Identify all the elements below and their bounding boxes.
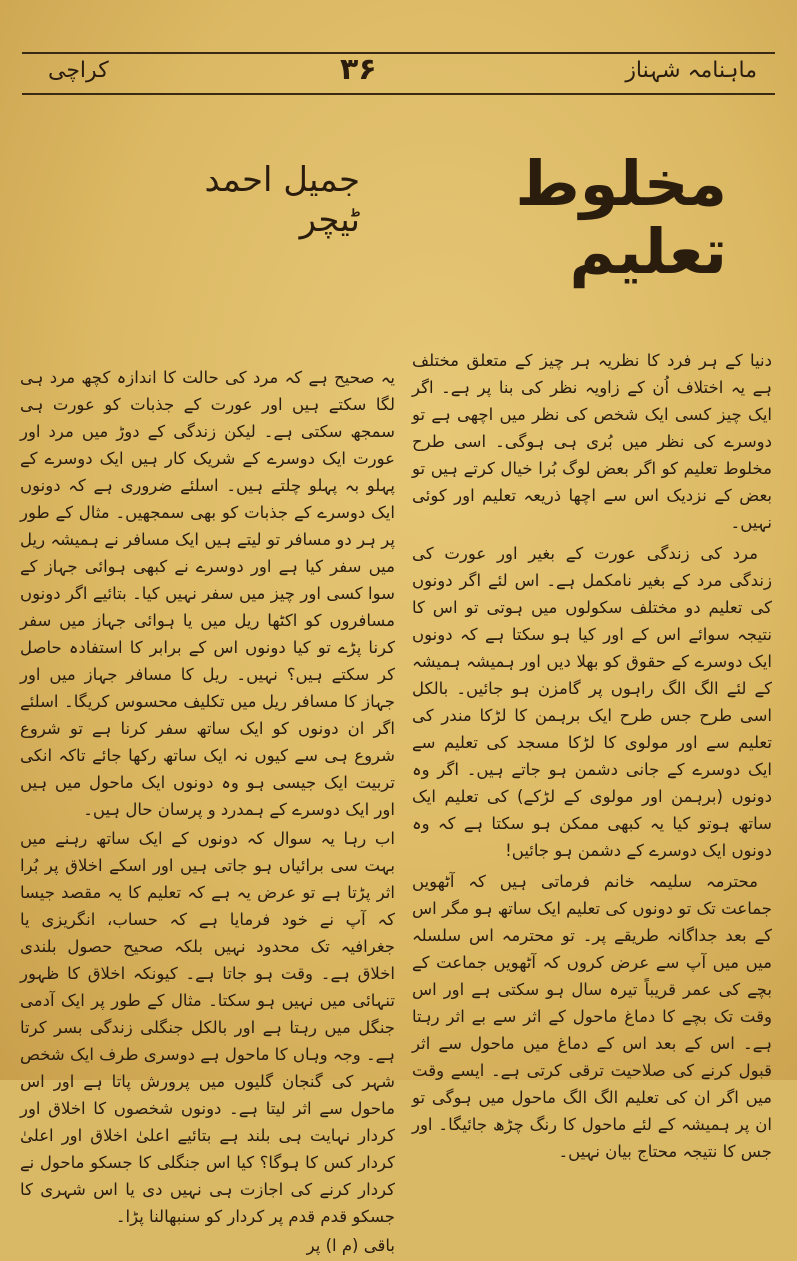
paragraph: دنیا کے ہر فرد کا نظریہ ہر چیز کے متعلق مختلف ہے یہ اختلاف اُن کے زاویہ نظر کی بنا پر ہے۔ اگر ایک چیز کسی ایک شخص کی نظر میں اچھی ہے تو دوسرے کی نظر میں بُری ہی ہوگی۔ اسی طرح مخلوط تعلیم کو اگر بعض لوگ بُرا خیال کرتے ہیں تو بعض کے نزدیک اس سے اچھا ذریعہ تعلیم اور کوئی نہیں۔ [412,351,772,532]
left-column [20,364,395,1261]
continued-note: باقی (م ا) پر [306,1236,395,1255]
paragraph: اب رہا یہ سوال کہ دونوں کے ایک ساتھ رہنے میں بہت سی برائیاں ہو جاتی ہیں اور اسکے اخلاق پر بُرا اثر پڑتا ہے تو عرض یہ ہے کہ تعلیم کا یہ مقصد جیسا کہ آپ نے خود فرمایا ہے کہ حساب، انگریزی یا جغرافیہ تک محدود نہیں بلکہ صحیح حصول بلندی اخلاق ہے۔ وقت ہو جاتا ہے۔ کیونکہ اخلاق کا ظہور تنہائی میں نہیں ہو سکتا۔ مثال کے طور پر ایک آدمی جنگل میں رہتا ہے اور بالکل جنگلی زندگی بسر کرتا ہے۔ وجہ وہاں کا ماحول ہے دوسری طرف ایک شخص شہر کی گنجان گلیوں میں پرورش پاتا ہے اور اس ماحول سے اثر لیتا ہے۔ دونوں شخصوں کا اخلاق اور کردار نہایت ہی بلند ہے بتائیے اعلیٰ اخلاق اور اعلیٰ کردار کس کا ہوگا؟ کیا اس جنگلی کا جسکو ماحول نے کردار کرنے کی اجازت ہی نہیں دی یا اس شہری کا جسکو قدم قدم پر کردار کو سنبھالنا پڑا۔ [20,829,395,1226]
city-name: کراچی [48,58,109,83]
article-title: مخلوط تعلیم [515,147,727,289]
header-rule-bottom [22,93,775,95]
header-rule-top [22,52,775,54]
paragraph: محترمہ سلیمہ خانم فرماتی ہیں کہ آٹھویں جماعت تک تو دونوں کی تعلیم ایک ساتھ ہو مگر اس کے بعد جداگانہ طریقے پر۔ تو محترمہ اس سلسلہ میں میں آپ سے عرض کروں کہ آٹھویں جماعت کے بچے کی عمر قریباً تیرہ سال ہو سکتی ہے اور اس وقت تک بچے کا دماغ ماحول کے اثر سے بے اثر رہتا ہے۔ اس کے بعد اس کے دماغ میں ماحول سے اثر قبول کرنے کی صلاحیت ترقی کرتی ہے۔ ایسے وقت میں اگر ان کی تعلیم الگ الگ ماحول میں ہوگی تو ان پر ہمیشہ کے لئے ماحول کا رنگ چڑھ جائیگا۔ اور جس کا نتیجہ محتاج بیان نہیں۔ [412,872,772,1161]
right-column [412,347,772,1167]
paragraph: یہ صحیح ہے کہ مرد کی حالت کا اندازہ کچھ مرد ہی لگا سکتے ہیں اور عورت کے جذبات کو عورت ہی سمجھ سکتی ہے۔ لیکن زندگی کے دوڑ میں مرد اور عورت ایک دوسرے کے شریک کار ہیں ایک دوسرے کے پہلو بہ پہلو چلتے ہیں۔ اسلئے ضروری ہے کہ دونوں ایک دوسرے کے جذبات کو بھی سمجھیں۔ مثال کے طور پر ہر دو مسافر تو لیتے ہیں ایک مسافر نے ہمیشہ ریل میں سفر کیا ہے اور دوسرے نے کبھی ہوائی جہاز کے سوا کسی اور چیز میں سفر نہیں کیا۔ بتائیے اگر دونوں مسافروں کو اکٹھا ریل میں یا ہوائی جہاز میں سفر کرنا پڑے تو کیا دونوں اس کے برابر کا استفادہ حاصل کر سکتے ہیں؟ نہیں۔ ریل کا مسافر جہاز میں اور جہاز کا مسافر ریل میں تکلیف محسوس کریگا۔ اسلئے اگر ان دونوں کو ایک ساتھ سفر کرنا ہے تو شروع شروع ہی سے کیوں نہ ایک ساتھ رکھا جائے تاکہ انکی تربیت ایک جیسی ہو وہ دونوں ایک ماحول میں ہیں اور ایک دوسرے کے ہمدرد و پرسان حال ہیں۔ [20,368,395,819]
magazine-name: ماہنامہ شہناز [625,58,757,83]
page-number: ۳۶ [340,52,377,87]
article-author: جمیل احمد ٹیچر [204,160,360,240]
paragraph: مرد کی زندگی عورت کے بغیر اور عورت کی زندگی مرد کے بغیر نامکمل ہے۔ اس لئے اگر دونوں کی تعلیم دو مختلف سکولوں میں ہوتی تو اس کا نتیجہ سوائے اس کے اور کیا ہو سکتا ہے کہ دونوں ایک دوسرے کے حقوق کو بھلا دیں اور ہمیشہ ہمیشہ کے لئے الگ الگ راہوں پر گامزن ہو جائیں۔ بالکل اسی طرح جس طرح ایک برہمن کا لڑکا مندر کی تعلیم سے اور مولوی کا لڑکا مسجد کی تعلیم سے ایک دوسرے کے جانی دشمن ہو جاتے ہیں۔ اگر وہ دونوں (برہمن اور مولوی کے لڑکے) کی تعلیم ایک ساتھ ہوتو کیا یہ کبھی ممکن ہو سکتا ہے کہ وہ دونوں ایک دوسرے کے دشمن ہو جائیں! [412,544,772,860]
